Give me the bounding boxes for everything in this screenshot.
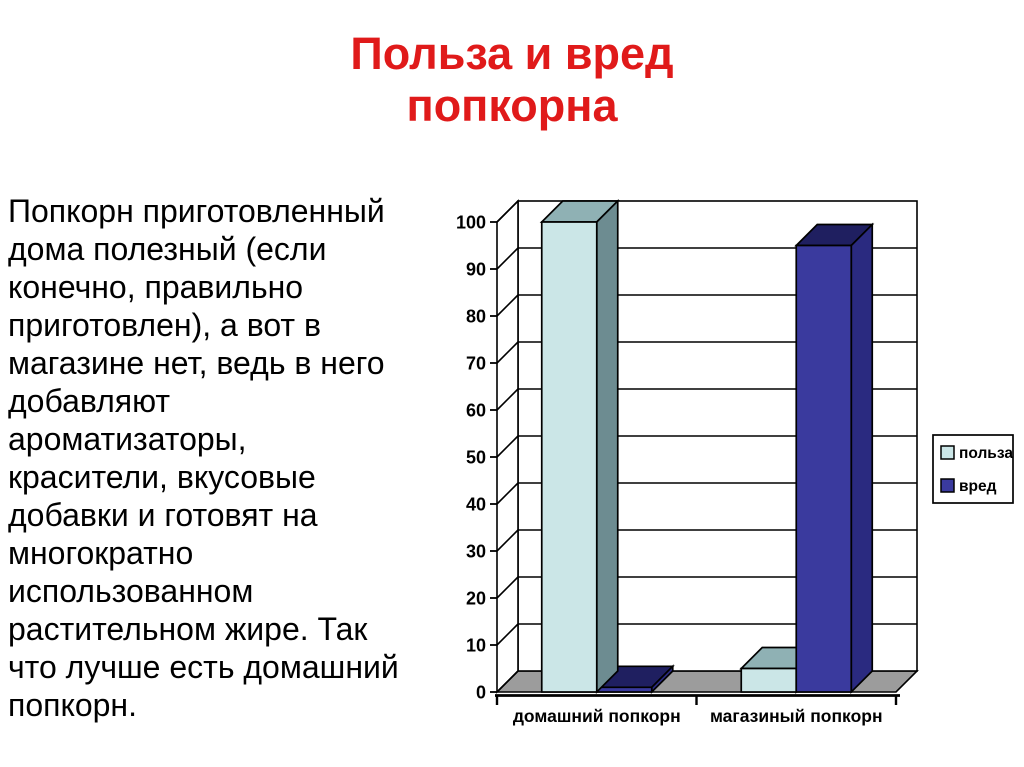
body-text-line: добавляют <box>8 383 171 419</box>
y-axis-tick-label: 30 <box>465 541 486 562</box>
body-text-line: добавки и готовят на <box>8 497 318 533</box>
body-text-line: дома полезный (если <box>8 231 327 267</box>
body-text-line: многократно <box>8 535 194 571</box>
y-axis-tick-label: 40 <box>465 494 486 515</box>
bar-chart <box>440 180 1024 745</box>
body-text-line: Попкорн приготовленный <box>8 193 385 229</box>
bar-side <box>851 225 872 693</box>
body-text-line: конечно, правильно <box>8 269 304 305</box>
bar-front <box>542 222 597 692</box>
legend-swatch <box>941 479 954 492</box>
bar-front <box>741 669 796 693</box>
body-text <box>8 192 448 724</box>
category-label: домашний попкорн <box>512 706 681 726</box>
body-text-line: что лучше есть домашний <box>8 649 399 685</box>
bar-chart-svg <box>440 180 1024 745</box>
y-axis-tick-label: 60 <box>465 400 486 421</box>
y-axis-tick-label: 0 <box>475 682 486 703</box>
legend-label: вред <box>959 478 997 495</box>
body-text-line: попкорн. <box>8 687 137 723</box>
y-axis-tick-label: 50 <box>465 447 486 468</box>
bar-side <box>597 201 618 692</box>
legend-label: польза <box>959 445 1013 462</box>
slide-title-line2: попкорна <box>406 80 618 131</box>
y-axis-tick-label: 80 <box>465 306 486 327</box>
y-axis-tick-label: 10 <box>465 635 486 656</box>
y-axis-tick-label: 70 <box>465 353 486 374</box>
bar-front <box>597 687 652 692</box>
category-label: магазиный попкорн <box>709 706 883 726</box>
body-text-line: использованном <box>8 573 254 609</box>
legend-swatch <box>941 446 954 459</box>
y-axis-tick-label: 100 <box>455 212 486 233</box>
body-text-line: красители, вкусовые <box>8 459 316 495</box>
bar-front <box>796 246 851 693</box>
body-text-line: ароматизаторы, <box>8 421 247 457</box>
y-axis-tick-label: 20 <box>465 588 486 609</box>
slide-title <box>0 28 1024 132</box>
body-text-line: приготовлен), а вот в <box>8 307 321 343</box>
slide-title-line1: Польза и вред <box>350 28 674 79</box>
body-text-line: магазине нет, ведь в него <box>8 345 385 381</box>
y-axis-tick-label: 90 <box>465 259 486 280</box>
body-text-line: растительном жире. Так <box>8 611 368 647</box>
